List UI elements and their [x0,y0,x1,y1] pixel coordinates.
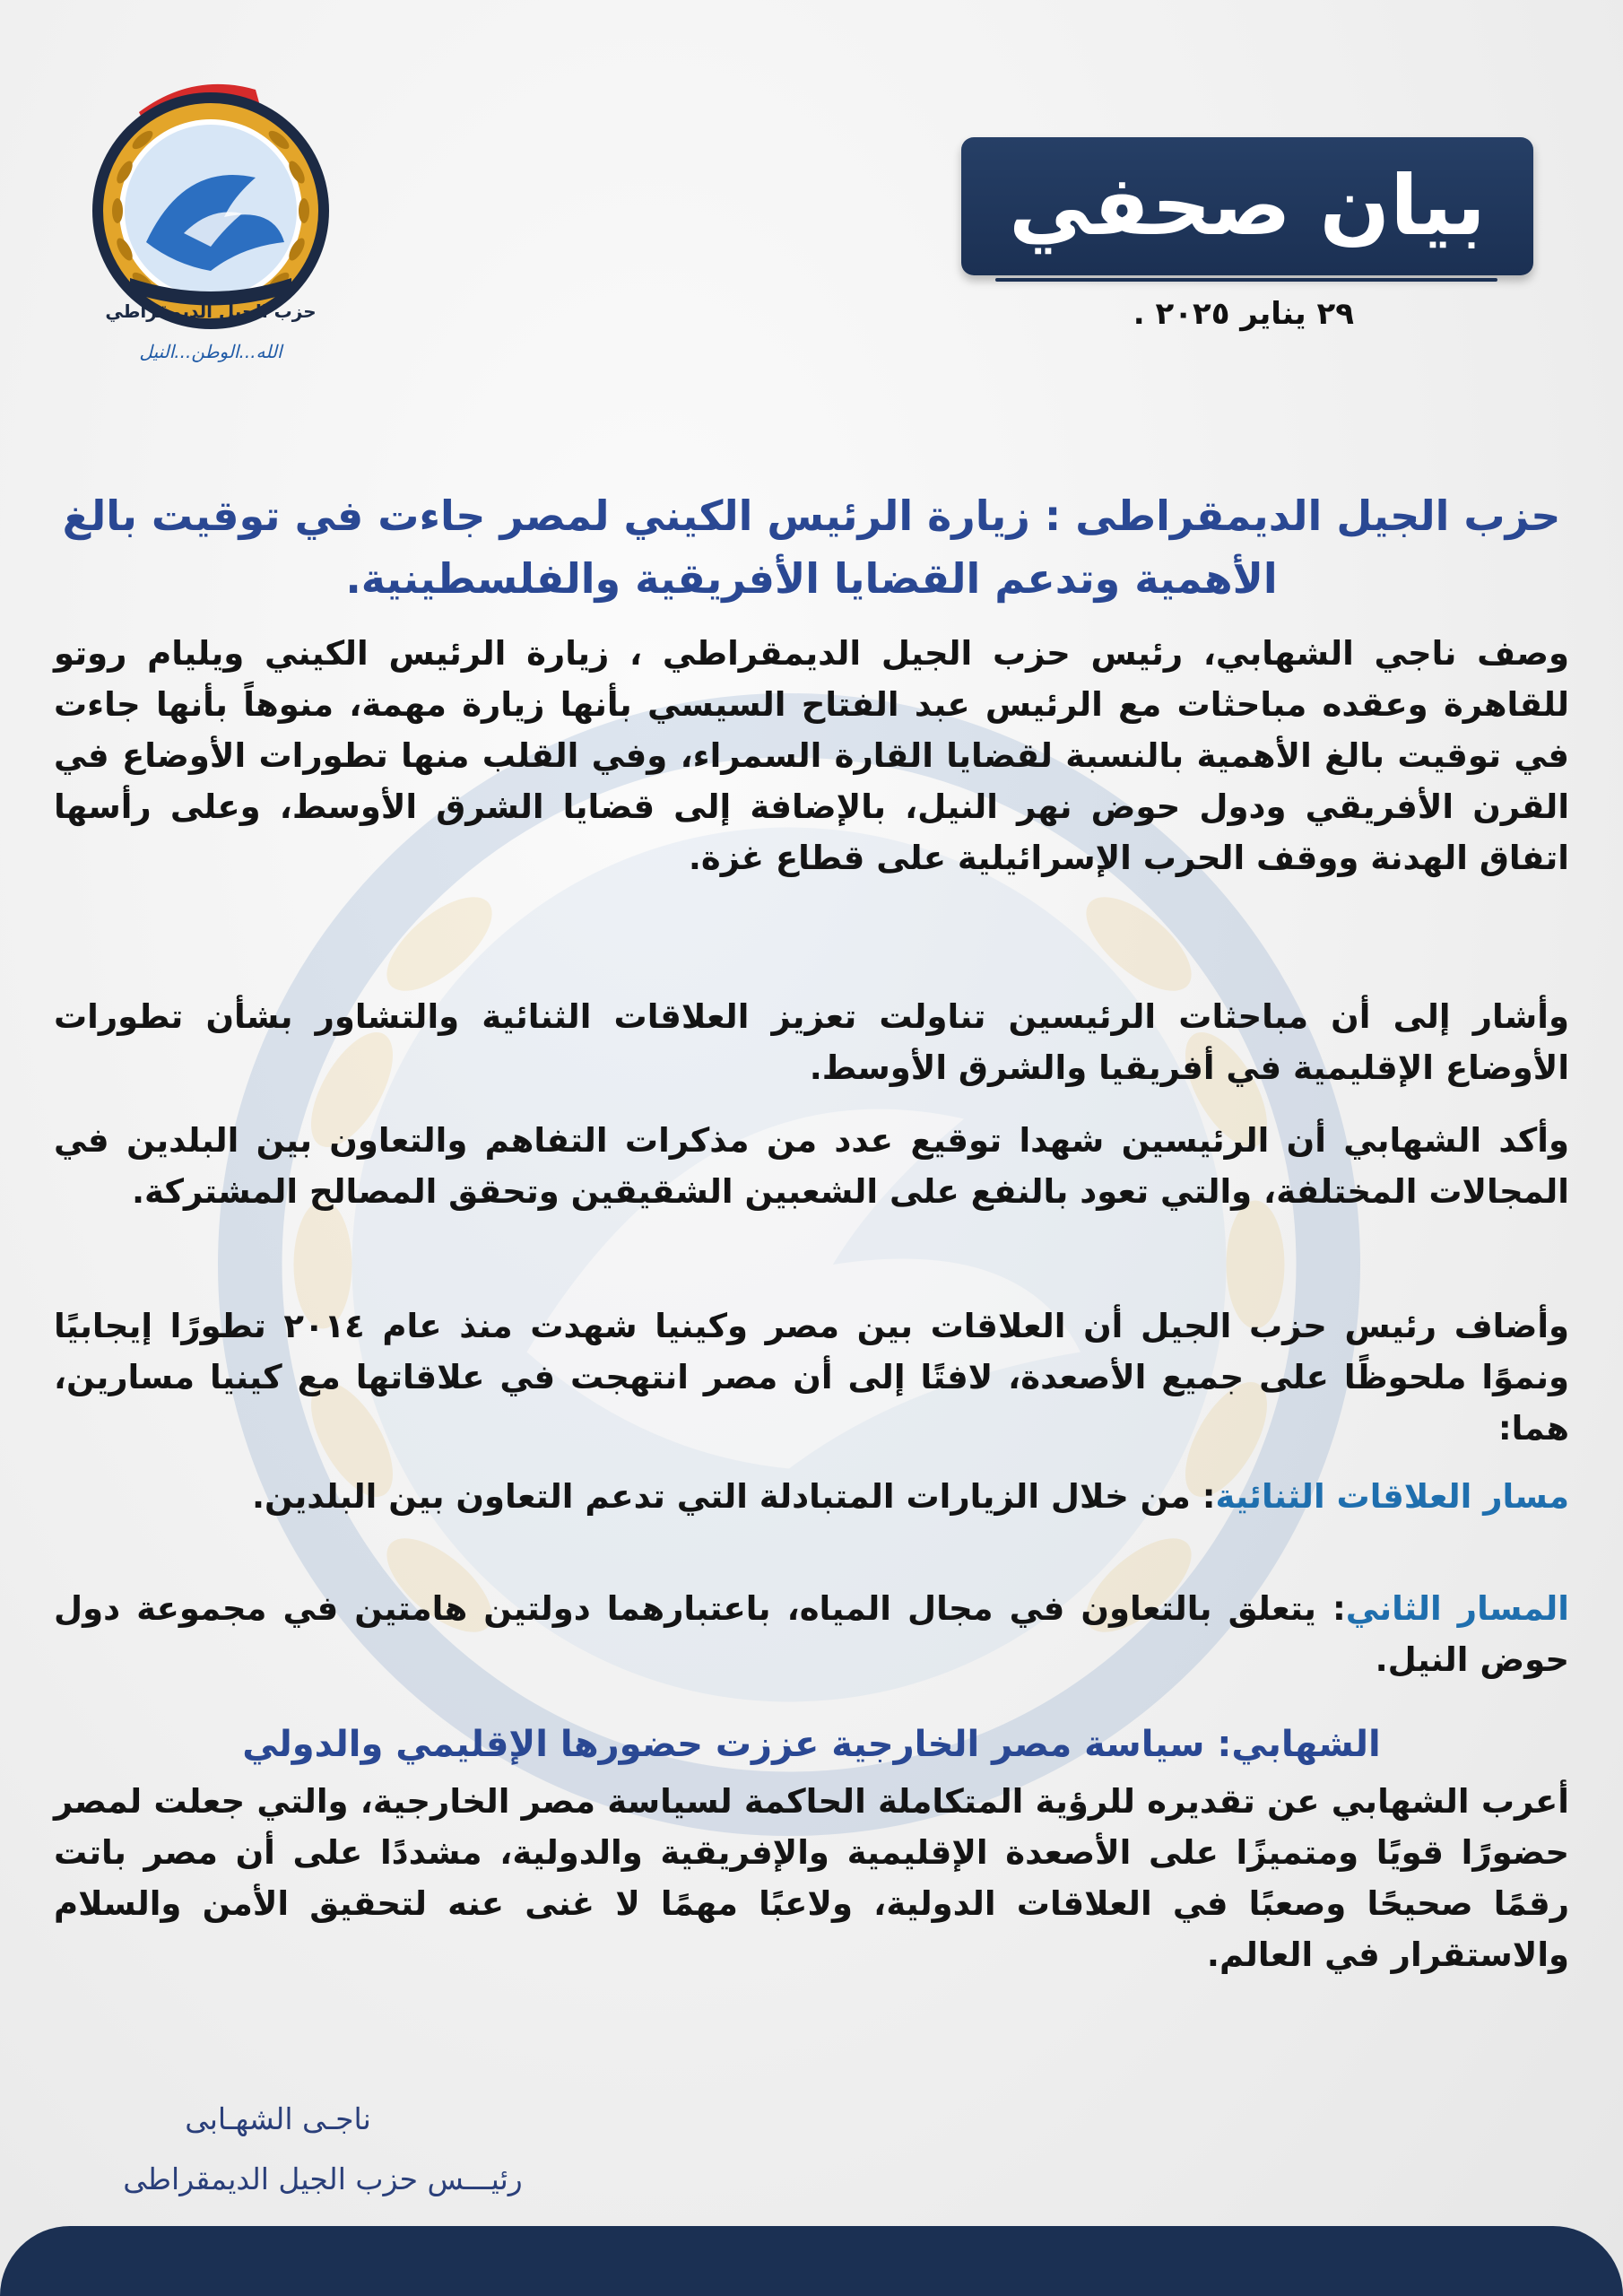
paragraph-track-two [54,1583,1569,1685]
release-date: ٢٩ يناير ٢٠٢٥ . [1133,296,1354,332]
party-logo-icon [76,63,345,377]
logo-motto: الله...الوطن...النيل [139,341,282,362]
footer-band [0,2226,1623,2296]
main-headline: حزب الجيل الديمقراطى : زيارة الرئيس الكيني لمصر جاءت في توقيت بالغ الأهمية وتدعم القضايا الأفريقية والفلسطينية. [62,491,1561,603]
track-two-label: المسار الثاني [1345,1589,1569,1628]
badge-underline [995,278,1497,282]
sub-headline: الشهابي: سياسة مصر الخارجية عززت حضورها الإقليمي والدولي [242,1724,1381,1765]
paragraph-relations: وأضاف رئيس حزب الجيل أن العلاقات بين مصر وكينيا شهدت منذ عام ٢٠١٤ تطورًا إيجابيًا ونموًا ملحوظًا على جميع الأصعدة، لافتًا إلى أن مصر انتهجت في علاقاتها مع كينيا مسارين، هما: [54,1307,1570,1448]
paragraph-memoranda: وأكد الشهابي أن الرئيسين شهدا توقيع عدد من مذكرات التفاهم والتعاون بين البلدين في المجالات المختلفة، والتي تعود بالنفع على الشعبين الشقيقين وتحقق المصالح المشتركة. [54,1121,1569,1211]
signature-title: رئيـــس حزب الجيل الديمقراطى [123,2161,523,2196]
paragraph-intro: وصف ناجي الشهابي، رئيس حزب الجيل الديمقراطي ، زيارة الرئيس الكيني ويليام روتو للقاهرة وعقده مباحثات مع الرئيس عبد الفتاح السيسي بأنها زيارة مهمة، منوهاً بأنها جاءت في توقيت بالغ الأهمية بالنسبة لقضايا القارة السمراء، وفي القلب منها تطورات الأوضاع في القرن الأفريقي ودول حوض نهر النيل، بالإضافة إلى قضايا الشرق الأوسط، وعلى رأسها اتفاق الهدنة ووقف الحرب الإسرائيلية على قطاع غزة. [54,634,1569,877]
track-one-label: مسار العلاقات الثنائية [1215,1477,1569,1516]
paragraph-track-one [54,1471,1569,1522]
paragraph-foreign-policy: أعرب الشهابي عن تقديره للرؤية المتكاملة الحاكمة لسياسة مصر الخارجية، والتي جعلت لمصر حضورًا قويًا ومتميزًا على الأصعدة الإقليمية والإفريقية والدولية، مشددًا على أن مصر باتت رقمًا صحيحًا وصعبًا في العلاقات الدولية، ولاعبًا مهمًا لا غنى عنه لتحقيق الأمن والسلام والاستقرار في العالم. [54,1782,1569,1974]
track-one-text: : من خلال الزيارات المتبادلة التي تدعم التعاون بين البلدين. [251,1477,1216,1516]
track-two-text: : يتعلق بالتعاون في مجال المياه، باعتبارهما دولتين هامتين في مجموعة دول حوض النيل. [54,1589,1569,1679]
press-release-badge [961,137,1533,275]
logo-party-name: حزب الجيل الديمقراطي [105,300,317,322]
badge-title: بيان صحفي [1009,158,1486,254]
paragraph-talks: وأشار إلى أن مباحثات الرئيسين تناولت تعزيز العلاقات الثنائية والتشاور بشأن تطورات الأوضاع الإقليمية في أفريقيا والشرق الأوسط. [54,997,1569,1087]
signature-name: ناجـى الشهـابى [185,2101,371,2136]
